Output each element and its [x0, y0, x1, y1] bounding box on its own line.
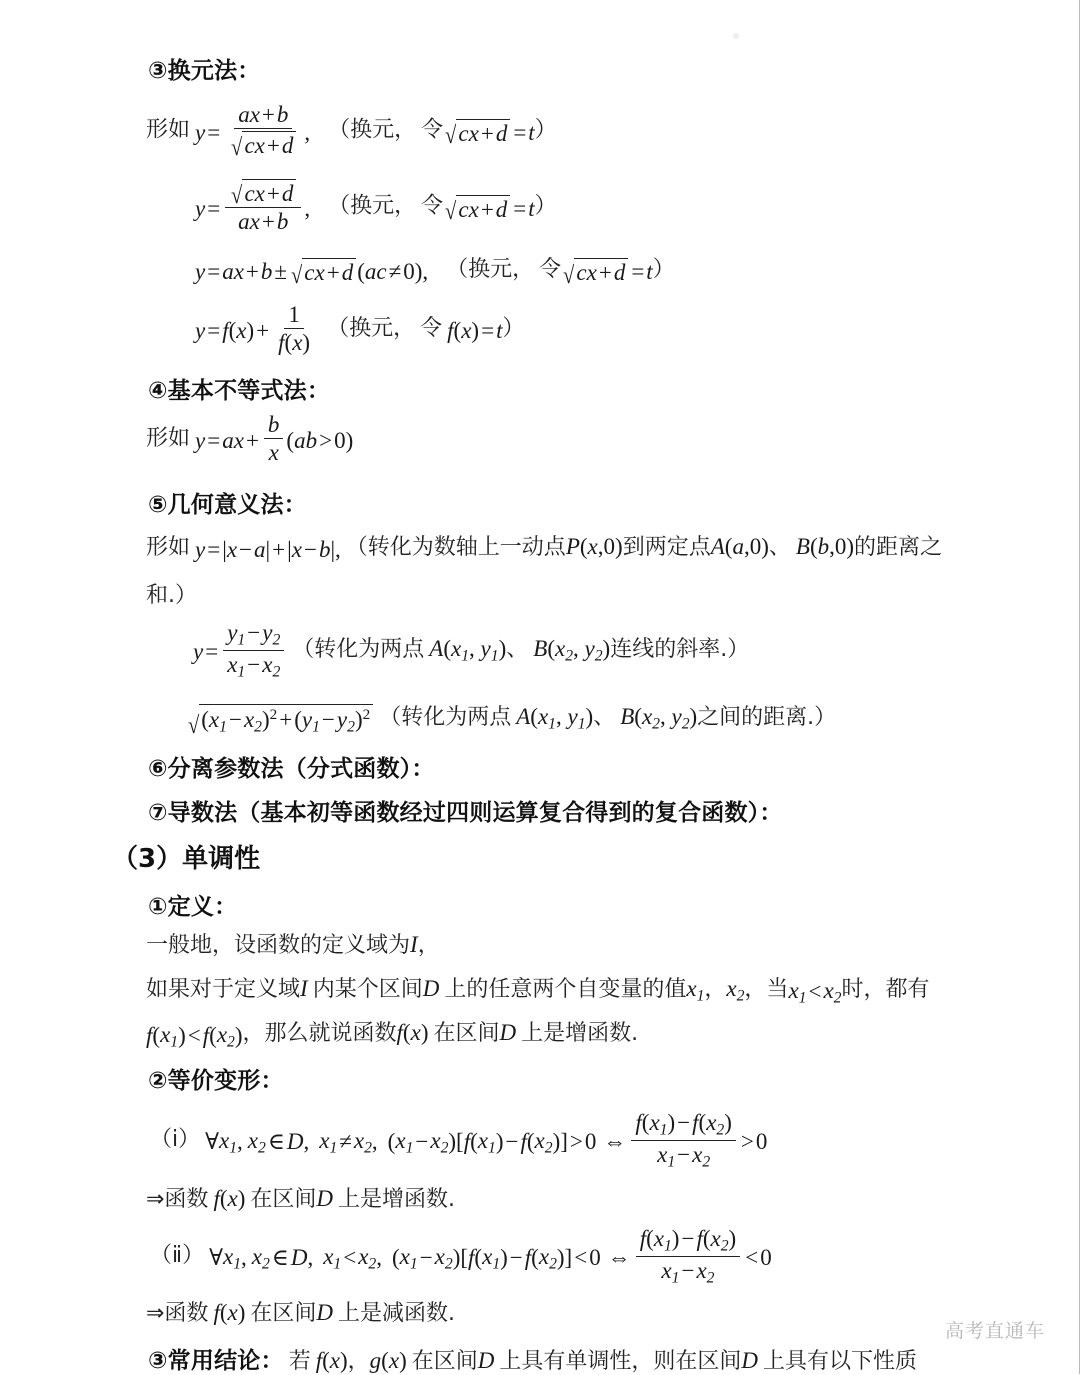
heading-geometric-meaning-method: ⑤几何意义法： — [148, 492, 307, 518]
common-conclusions-line — [148, 1342, 917, 1375]
case-i-label: （ⅰ） — [150, 1127, 201, 1153]
watermark: 高考直通车 — [945, 1320, 1046, 1342]
math-point-b: $B(x_2$, $y_2$) — [533, 636, 611, 665]
conclusion-text-c: 上具有单调性，则在区间 — [499, 1349, 742, 1374]
definition-comma: ， — [417, 933, 440, 958]
definition-text-h: 上是增函数. — [521, 1021, 639, 1046]
math-d: D — [422, 976, 440, 1001]
conclusion-comma: ， — [347, 1349, 370, 1374]
distance-sep: 、 — [593, 705, 616, 730]
math-i: I — [300, 976, 308, 1001]
case-ii-concl-b: 在区间 — [250, 1301, 317, 1326]
formula-note-let: 令 — [420, 315, 443, 341]
conclusion-text-b: 在区间 — [411, 1349, 478, 1374]
formula-note-let: 令 — [539, 257, 562, 282]
definition-line-1 — [146, 928, 440, 959]
definition-line-3 — [146, 1016, 638, 1051]
case-ii-concl-a: ⇒函数 — [146, 1301, 209, 1326]
definition-line-2 — [146, 972, 930, 1007]
heading-parameter-separation-method: ⑥分离参数法（分式函数）： — [148, 756, 435, 782]
distance-note-a: （转化为两点 — [379, 705, 512, 730]
math-case-i: ∀ $x_1$ , $x_2$ ∈ D , $x_1$ ≠ $x_2$ , ( $x_1$ − $x_2$ )[ f ( $x_1$ ) − f ( $x_2$ )] > 0 ⇔ $\frac{f(x_1)-f(x_2)}{x_1-x_2}$ > 0 — [205, 1109, 768, 1170]
formula-note-close: ） — [652, 257, 675, 282]
definition-text-a: 如果对于定义域 — [146, 977, 301, 1002]
math-d: D — [477, 1348, 495, 1373]
math-expression: y = $\frac{y_1-y_2}{x_1-x_2}$ — [193, 622, 287, 683]
math-substitution: √ cx+d = t — [563, 259, 653, 289]
definition-text-e: 时，都有 — [841, 977, 930, 1002]
distance-note-b: 之间的距离.） — [697, 705, 837, 730]
heading-substitution-method: ③换元法： — [148, 58, 261, 84]
conclusion-text-a: 若 — [288, 1349, 311, 1374]
geometric-line2: 和.） — [146, 583, 197, 608]
heading-derivative-method: ⑦导数法（基本初等函数经过四则运算复合得到的复合函数）： — [148, 800, 783, 826]
case-i-concl-a: ⇒函数 — [146, 1187, 209, 1212]
case-ii-concl-c: 上是减函数. — [338, 1301, 456, 1326]
formula-note-open: （换元， — [328, 193, 417, 219]
geometric-sep: 、 — [768, 535, 791, 560]
definition-text-d: ，当 — [744, 977, 789, 1002]
math-d: D — [316, 1186, 334, 1211]
heading-equivalent-transformation: ②等价变形： — [148, 1068, 284, 1094]
formula-note-close: ） — [534, 193, 557, 219]
heading-common-conclusions: ③常用结论： — [148, 1348, 284, 1374]
page-artifact-dot — [733, 33, 739, 39]
formula-substitution-2 — [195, 180, 557, 237]
formula-basic-inequality — [146, 411, 354, 469]
math-substitution: √ cx+d = t — [445, 195, 535, 225]
formula-note-open: （换元， — [327, 315, 416, 341]
geometric-note-a: （转化为数轴上一动点 — [345, 535, 566, 560]
math-point-b: B(b,0) — [795, 534, 855, 559]
case-ii-label: （ⅱ） — [150, 1243, 205, 1269]
formula-prefix: 形如 — [146, 425, 191, 451]
conclusion-text-d: 上具有以下性质 — [763, 1349, 918, 1374]
math-d: D — [741, 1348, 759, 1373]
formula-note-let: 令 — [421, 193, 444, 219]
case-i-concl-b: 在区间 — [250, 1187, 317, 1212]
formula-geometric-slope — [193, 619, 750, 683]
math-fx1-lt-fx2: f ( $x_1$ ) < f ( $x_2$ ) — [146, 1021, 243, 1051]
formula-note-let: 令 — [421, 117, 444, 143]
heading-basic-inequality-method: ④基本不等式法： — [148, 378, 331, 404]
heading-part3-monotonicity: （3）单调性 — [112, 844, 261, 874]
math-expression: y = ax + b ± √ cx+d ( ac ≠ 0) , — [195, 259, 429, 289]
slope-note-b: 连线的斜率.） — [610, 637, 750, 663]
math-x2: $x_2$ — [726, 976, 745, 1005]
case-ii-conclusion — [146, 1296, 455, 1327]
definition-text: 一般地，设函数的定义域为 — [146, 933, 411, 958]
geometric-note-c: 的距离之 — [854, 535, 943, 560]
formula-note-close: ） — [502, 315, 525, 341]
formula-note-open: （换元， — [446, 257, 535, 282]
definition-text-g: 在区间 — [433, 1021, 500, 1046]
math-expression: y = ax + $\frac{b}{x}$ ( ab > 0) — [195, 411, 354, 466]
math-point-a: $A(x_1$, $y_1$) — [516, 704, 594, 733]
case-i-concl-c: 上是增函数. — [338, 1187, 456, 1212]
math-point-b: $B(x_2$, $y_2$) — [620, 704, 698, 733]
case-i-line — [150, 1109, 768, 1173]
math-fx: f(x) — [396, 1020, 429, 1045]
case-ii-line — [150, 1225, 772, 1289]
heading-definition: ①定义： — [148, 894, 238, 920]
math-substitution: f ( x ) = t — [447, 318, 503, 344]
slope-sep: 、 — [506, 637, 529, 663]
math-fx: f(x) — [213, 1300, 246, 1325]
formula-substitution-3 — [195, 252, 675, 289]
math-fx: f(x) — [213, 1186, 246, 1211]
definition-text-c: 上的任意两个自变量的值 — [444, 977, 687, 1002]
formula-note-open: （换元， — [328, 117, 417, 143]
formula-substitution-4 — [195, 301, 525, 359]
math-expression: y = | x − a | + | x − b | , — [195, 537, 341, 563]
case-i-conclusion — [146, 1182, 455, 1213]
geometric-note-b: 到两定点 — [622, 535, 711, 560]
math-point-p: P(x,0) — [565, 534, 623, 559]
formula-geometric-1 — [146, 530, 942, 563]
math-d: D — [499, 1020, 517, 1045]
definition-text-f: ，那么就说函数 — [242, 1021, 397, 1046]
math-gx: g(x) — [369, 1348, 407, 1373]
math-x1: $x_1$ — [686, 976, 705, 1005]
math-point-a: $A(x_1$, $y_1$) — [429, 636, 507, 665]
formula-prefix: 形如 — [146, 117, 191, 143]
definition-comma-1: ， — [704, 977, 727, 1002]
formula-substitution-1 — [146, 101, 557, 162]
math-case-ii: ∀ $x_1$ , $x_2$ ∈ D , $x_1$ < $x_2$ , ( $x_1$ − $x_2$ )[ f ( $x_1$ ) − f ( $x_2$ )] < 0 ⇔ $\frac{f(x_1)-f(x_2)}{x_1-x_2}$ < 0 — [209, 1225, 772, 1286]
math-point-a: A(a,0) — [710, 534, 769, 559]
math-substitution: √ cx+d = t — [445, 119, 535, 149]
formula-geometric-distance — [186, 700, 837, 739]
math-expression: y = √ cx+d ax+b , — [195, 180, 310, 237]
math-domain-i: I — [410, 932, 418, 957]
formula-note-close: ） — [534, 117, 557, 143]
slope-note-a: （转化为两点 — [292, 637, 425, 663]
math-expression: √ $(x_1-x_2)^2+(y_1-y_2)^2$ — [186, 704, 374, 736]
formula-prefix: 形如 — [146, 535, 191, 560]
definition-text-b: 内某个区间 — [312, 977, 423, 1002]
math-expression: y = ax+b √ cx+d , — [195, 101, 311, 162]
math-expression: y = f ( x ) + $\frac{1}{f(x)}$ — [195, 301, 311, 356]
math-x1-lt-x2: $x_1$ < $x_2$ — [788, 977, 842, 1007]
math-fx: f(x) — [315, 1348, 348, 1373]
math-d: D — [316, 1300, 334, 1325]
